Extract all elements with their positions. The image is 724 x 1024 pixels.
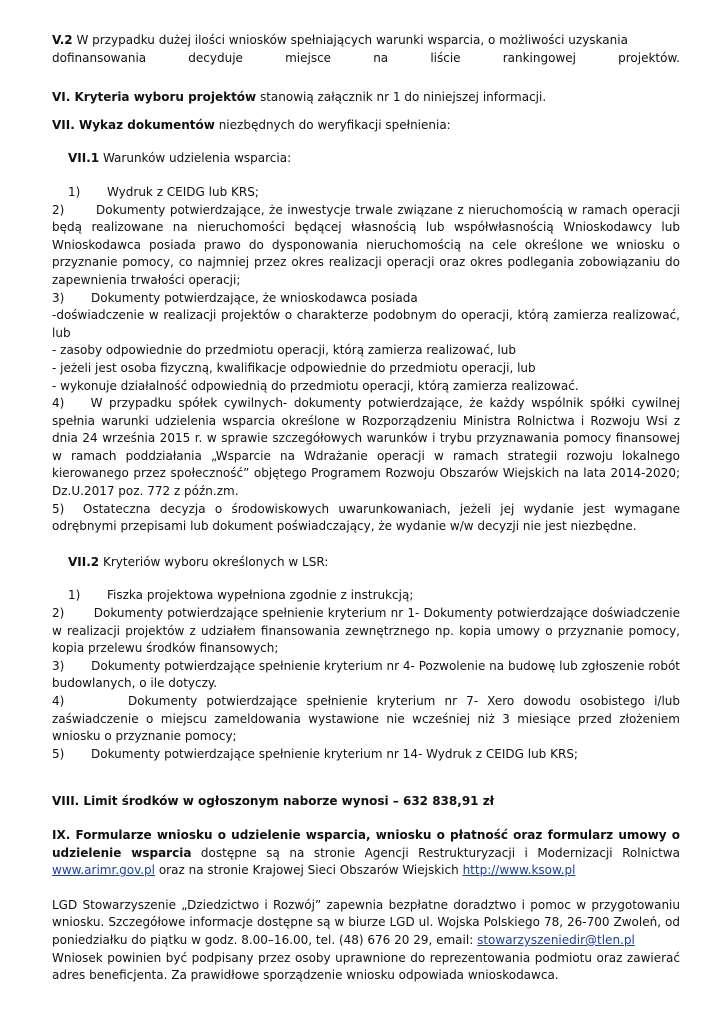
list-item: 1) Wydruk z CEIDG lub KRS; bbox=[68, 184, 259, 199]
list-item: 5) Dokumenty potwierdzające spełnienie kryterium nr 14- Wydruk z CEIDG lub KRS; bbox=[52, 746, 578, 761]
document-page bbox=[52, 32, 680, 985]
lgd-info-text: LGD Stowarzyszenie „Dziedzictwo i Rozwój” zapewnia bezpłatne doradztwo i pomoc w przygotowaniu wniosku. Szczegółowe informacje dostępne są w biurze LGD ul. Wojska Polskiego 78, 26-700 Zwoleń, od poniedziałku do piątku w godz. 8.00–16.00, tel. (48) 676 20 29, email: bbox=[52, 897, 680, 947]
ksow-link[interactable]: http://www.ksow.pl bbox=[462, 863, 576, 878]
section-vii1-text: Warunków udzielenia wsparcia: bbox=[102, 151, 292, 166]
section-vii1 bbox=[68, 150, 680, 168]
list-item: 3) Dokumenty potwierdzające, że wnioskodawca posiada bbox=[52, 290, 418, 305]
list-item: - wykonuje działalność odpowiednią do przedmiotu operacji, którą zamierza realizować. bbox=[52, 378, 579, 393]
list-item: 3) Dokumenty potwierdzające spełnienie kryterium nr 4- Pozwolenie na budowę lub zgłoszenie robót budowlanych, o ile dotyczy. bbox=[52, 658, 680, 691]
list-item: - jeżeli jest osoba fizyczną, kwalifikacje odpowiednie do przedmiotu operacji, lub bbox=[52, 360, 536, 375]
arimr-link[interactable]: www.arimr.gov.pl bbox=[52, 863, 156, 878]
list-item: 2) Dokumenty potwierdzające spełnienie kryterium nr 1- Dokumenty potwierdzające doświadczenie w realizacji projektów z udziałem finansowania zewnętrznego np. kopia umowy o przyznanie pomocy, kopia przelewu środków finansowych; bbox=[52, 606, 680, 656]
list-item: 5) Ostateczna decyzja o środowiskowych uwarunkowaniach, jeżeli jej wydanie jest wymagane odrębnymi przepisami lub dokument poświadczający, że wydanie w/w decyzji nie jest niezbędne. bbox=[52, 501, 680, 534]
email-link[interactable]: stowarzyszeniedir@tlen.pl bbox=[477, 932, 635, 947]
section-v2-line2: dofinansowania decyduje miejsce na liście rankingowej projektów. bbox=[52, 50, 680, 65]
section-vii bbox=[52, 117, 680, 135]
section-ix-text1: dostępne są na stronie Agencji Restrukturyzacji i Modernizacji Rolnictwa bbox=[200, 845, 680, 860]
section-viii-label: VIII. Limit środków w ogłoszonym naborze wynosi – 632 838,91 zł bbox=[52, 794, 495, 809]
section-vii2-label: VII.2 bbox=[68, 554, 100, 569]
vii2-list bbox=[52, 587, 680, 763]
list-item: 4) Dokumenty potwierdzające spełnienie kryterium nr 7- Xero dowodu osobistego i/lub zaświadczenie o miejscu zameldowania wystawione nie wcześniej niż 3 miesiące przed złożeniem wniosku o przyznanie pomocy; bbox=[52, 694, 680, 744]
section-v2 bbox=[52, 32, 680, 50]
list-item: - zasoby odpowiednie do przedmiotu operacji, którą zamierza realizować, lub bbox=[52, 343, 516, 358]
section-vii1-label: VII.1 bbox=[68, 151, 100, 166]
section-ix bbox=[52, 827, 680, 880]
section-vii2-text: Kryteriów wyboru określonych w LSR: bbox=[102, 554, 329, 569]
section-ix-text2: oraz na stronie Krajowej Sieci Obszarów Wiejskich bbox=[158, 863, 459, 878]
vii1-list bbox=[52, 184, 680, 536]
list-item: -doświadczenie w realizacji projektów o charakterze podobnym do operacji, którą zamierza realizować, lub bbox=[52, 308, 680, 340]
section-ix-label: IX. Formularze wniosku o udzielenie wsparcia, wniosku o płatność oraz formularz umowy o udzielenie wsparcia bbox=[52, 827, 680, 860]
section-vii2 bbox=[68, 554, 680, 572]
list-item: 2) Dokumenty potwierdzające, że inwestycje trwale związane z nieruchomością w ramach operacji będą realizowane na nieruchomości będącej własnością lub współwłasnością Wnioskodawcy lub Wnioskodawca posiada prawo do dysponowania nieruchomością na cele określone we wniosku o przyznanie pomocy, co najmniej przez okres realizacji operacji oraz okres podlegania zobowiązaniu do zapewnienia trwałości operacji; bbox=[52, 202, 680, 287]
signing-info: Wniosek powinien być podpisany przez osoby uprawnione do reprezentowania podmiotu oraz zawierać adres beneficjenta. Za prawidłowe sporządzenie wniosku odpowiada wnioskodawca. bbox=[52, 950, 680, 983]
lgd-info bbox=[52, 897, 680, 950]
section-vii-text: niezbędnych do weryfikacji spełnienia: bbox=[218, 117, 451, 132]
section-v2-line1: W przypadku dużej ilości wniosków spełniających warunki wsparcia, o możliwości uzyskania bbox=[76, 33, 628, 47]
section-vi-text: stanowią załącznik nr 1 do niniejszej informacji. bbox=[259, 90, 547, 105]
section-viii bbox=[52, 793, 680, 811]
section-v2-label: V.2 bbox=[52, 33, 73, 47]
section-vi bbox=[52, 89, 680, 107]
list-item: 4) W przypadku spółek cywilnych- dokumenty potwierdzające, że każdy wspólnik spółki cywilnej spełnia warunki udzielenia wsparcia określone w Rozporządzeniu Ministra Rolnictwa i Rozwoju Wsi z dnia 24 września 2015 r. w sprawie szczegółowych warunków i trybu przyznawania pomocy finansowej w ramach poddziałania „Wsparcie na Wdrażanie operacji w ramach strategii rozwoju lokalnego kierowanego przez społeczność” objętego Programem Rozwoju Obszarów Wiejskich na lata 2014-2020; Dz.U.2017 poz. 772 z późn.zm. bbox=[52, 396, 680, 499]
section-vii-label: VII. Wykaz dokumentów bbox=[52, 117, 215, 132]
list-item: 1) Fiszka projektowa wypełniona zgodnie z instrukcją; bbox=[68, 588, 414, 603]
section-vi-label: VI. Kryteria wyboru projektów bbox=[52, 90, 257, 105]
